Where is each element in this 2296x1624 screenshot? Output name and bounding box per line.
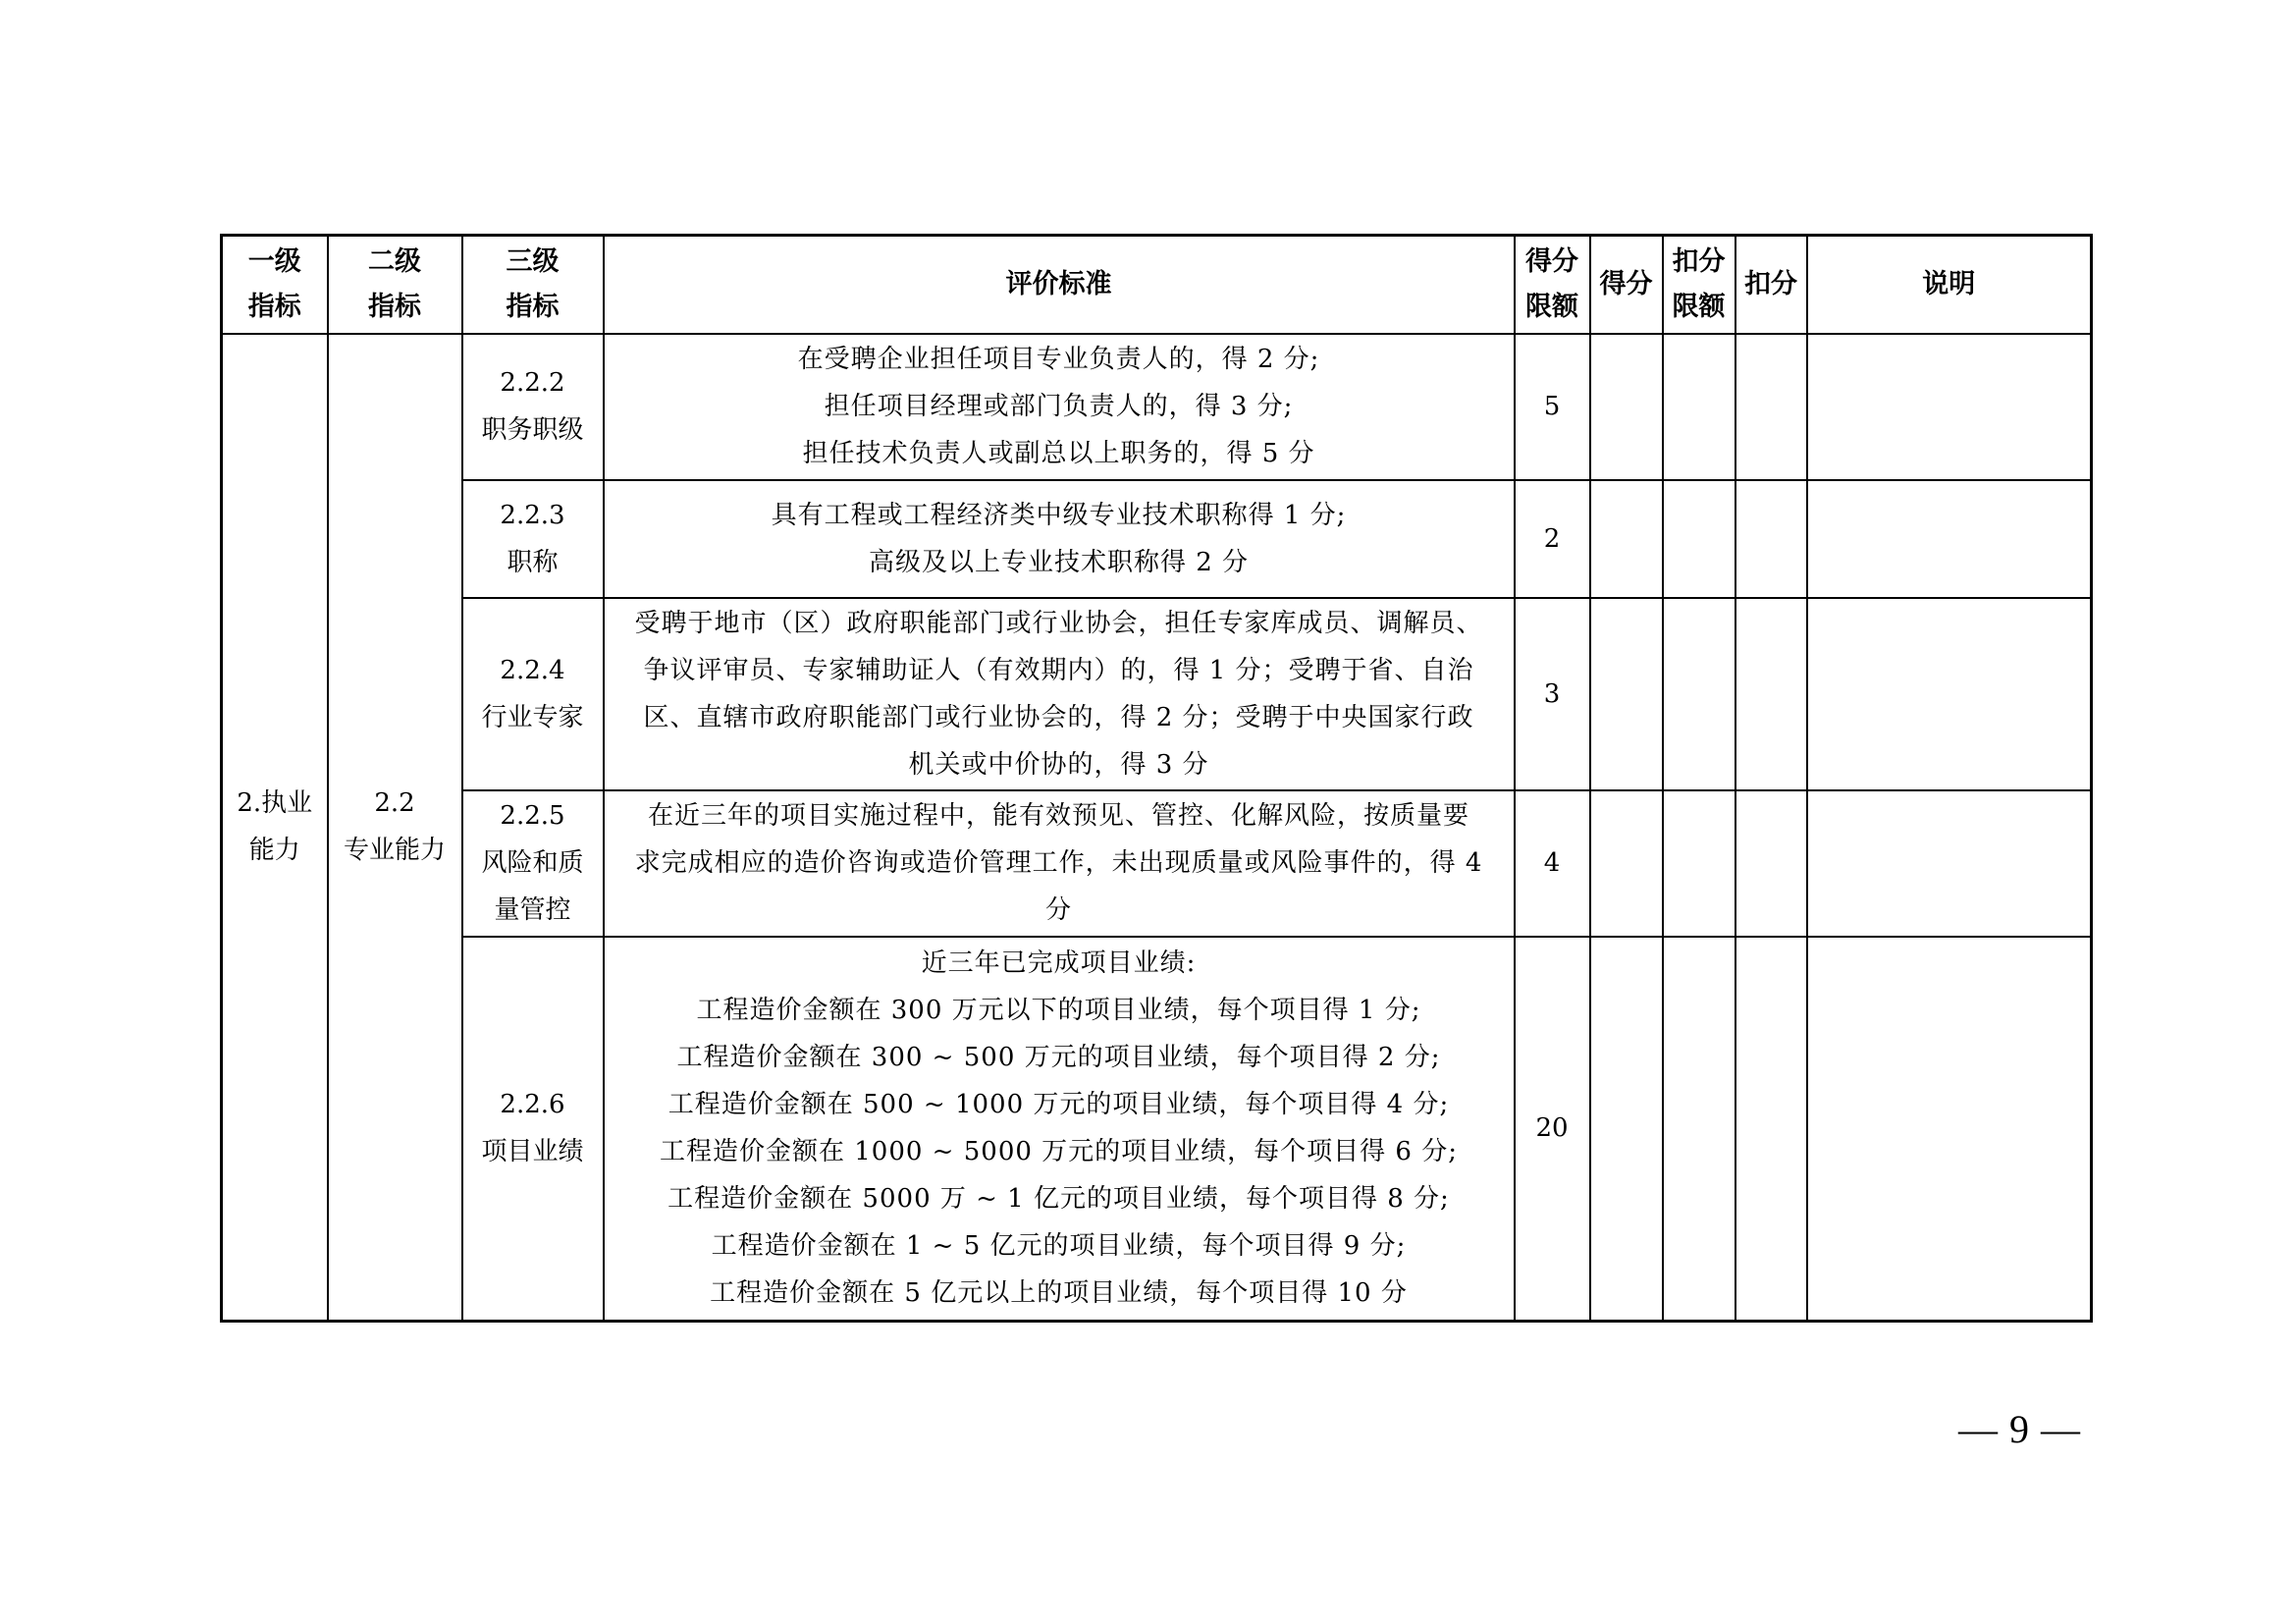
criteria-line: 工程造价金额在 1 ~ 5 亿元的项目业绩，每个项目得 9 分; (711, 1231, 1407, 1262)
criteria-line: 工程造价金额在 5000 万 ~ 1 亿元的项目业绩，每个项目得 8 分; (667, 1184, 1450, 1215)
header-criteria: 评价标准 (604, 236, 1515, 334)
deduction-cell[interactable] (1735, 937, 1807, 1322)
criteria-line: 高级及以上专业技术职称得 2 分 (868, 547, 1250, 577)
remarks-cell[interactable] (1807, 790, 2092, 937)
criteria-cell (604, 937, 1515, 1322)
header-deduction: 扣分 (1735, 236, 1807, 334)
score-cell[interactable] (1590, 790, 1663, 937)
deduction-cell[interactable] (1735, 790, 1807, 937)
header-level1: 一级 指标 (222, 236, 328, 334)
criteria-cell (604, 790, 1515, 937)
score-limit-cell: 2 (1515, 480, 1590, 598)
criteria-cell (604, 334, 1515, 480)
table-row (222, 334, 2092, 480)
deduction-limit-cell (1663, 334, 1735, 480)
criteria-cell (604, 598, 1515, 790)
level3-indicator: 2.2.3 职称 (462, 480, 604, 598)
deduction-limit-cell (1663, 937, 1735, 1322)
criteria-line: 争议评审员、专家辅助证人（有效期内）的，得 1 分；受聘于省、自治 (643, 655, 1474, 685)
criteria-line: 受聘于地市（区）政府职能部门或行业协会，担任专家库成员、调解员、 (634, 608, 1483, 638)
score-limit-cell: 3 (1515, 598, 1590, 790)
remarks-cell[interactable] (1807, 334, 2092, 480)
criteria-line: 担任项目经理或部门负责人的，得 3 分; (824, 392, 1294, 421)
deduction-limit-cell (1663, 480, 1735, 598)
remarks-cell[interactable] (1807, 480, 2092, 598)
score-cell[interactable] (1590, 480, 1663, 598)
level1-indicator: 2.执业 能力 (222, 334, 328, 1322)
criteria-cell (604, 480, 1515, 598)
criteria-line: 在受聘企业担任项目专业负责人的，得 2 分; (797, 345, 1320, 374)
score-limit-cell: 5 (1515, 334, 1590, 480)
score-limit-cell: 4 (1515, 790, 1590, 937)
header-remarks: 说明 (1807, 236, 2092, 334)
level3-indicator: 2.2.2 职务职级 (462, 334, 604, 480)
criteria-line: 工程造价金额在 300 万元以下的项目业绩，每个项目得 1 分; (696, 996, 1421, 1026)
level3-indicator: 2.2.5 风险和质 量管控 (462, 790, 604, 937)
evaluation-table (220, 234, 2093, 1323)
criteria-line: 工程造价金额在 1000 ~ 5000 万元的项目业绩，每个项目得 6 分; (659, 1137, 1458, 1167)
header-deduction-limit: 扣分 限额 (1663, 236, 1735, 334)
criteria-line: 在近三年的项目实施过程中，能有效预见、管控、化解风险，按质量要 (647, 801, 1469, 831)
criteria-line: 机关或中价协的，得 3 分 (908, 749, 1209, 780)
remarks-cell[interactable] (1807, 598, 2092, 790)
score-cell[interactable] (1590, 598, 1663, 790)
deduction-cell[interactable] (1735, 480, 1807, 598)
criteria-line: 近三年已完成项目业绩: (921, 948, 1197, 979)
table-row (222, 937, 2092, 1322)
criteria-line: 担任技术负责人或副总以上职务的，得 5 分 (802, 439, 1315, 468)
level2-indicator: 2.2 专业能力 (328, 334, 462, 1322)
criteria-line: 工程造价金额在 5 亿元以上的项目业绩，每个项目得 10 分 (710, 1278, 1408, 1309)
deduction-limit-cell (1663, 598, 1735, 790)
level3-indicator: 2.2.4 行业专家 (462, 598, 604, 790)
header-score: 得分 (1590, 236, 1663, 334)
deduction-cell[interactable] (1735, 334, 1807, 480)
criteria-line: 求完成相应的造价咨询或造价管理工作，未出现质量或风险事件的，得 4 (634, 848, 1483, 878)
remarks-cell[interactable] (1807, 937, 2092, 1322)
criteria-line: 分 (1044, 895, 1072, 925)
header-level2: 二级 指标 (328, 236, 462, 334)
header-score-limit: 得分 限额 (1515, 236, 1590, 334)
criteria-line: 工程造价金额在 500 ~ 1000 万元的项目业绩，每个项目得 4 分; (667, 1090, 1450, 1120)
criteria-line: 工程造价金额在 300 ~ 500 万元的项目业绩，每个项目得 2 分; (676, 1043, 1441, 1073)
score-cell[interactable] (1590, 334, 1663, 480)
deduction-cell[interactable] (1735, 598, 1807, 790)
header-level3: 三级 指标 (462, 236, 604, 334)
criteria-line: 具有工程或工程经济类中级专业技术职称得 1 分; (771, 500, 1347, 530)
score-limit-cell: 20 (1515, 937, 1590, 1322)
table-row (222, 480, 2092, 598)
table-row (222, 598, 2092, 790)
level3-indicator: 2.2.6 项目业绩 (462, 937, 604, 1322)
criteria-line: 区、直辖市政府职能部门或行业协会的，得 2 分；受聘于中央国家行政 (643, 702, 1474, 732)
page-number: — 9 — (1958, 1407, 2081, 1451)
deduction-limit-cell (1663, 790, 1735, 937)
table-row (222, 790, 2092, 937)
score-cell[interactable] (1590, 937, 1663, 1322)
header-row (222, 236, 2092, 334)
